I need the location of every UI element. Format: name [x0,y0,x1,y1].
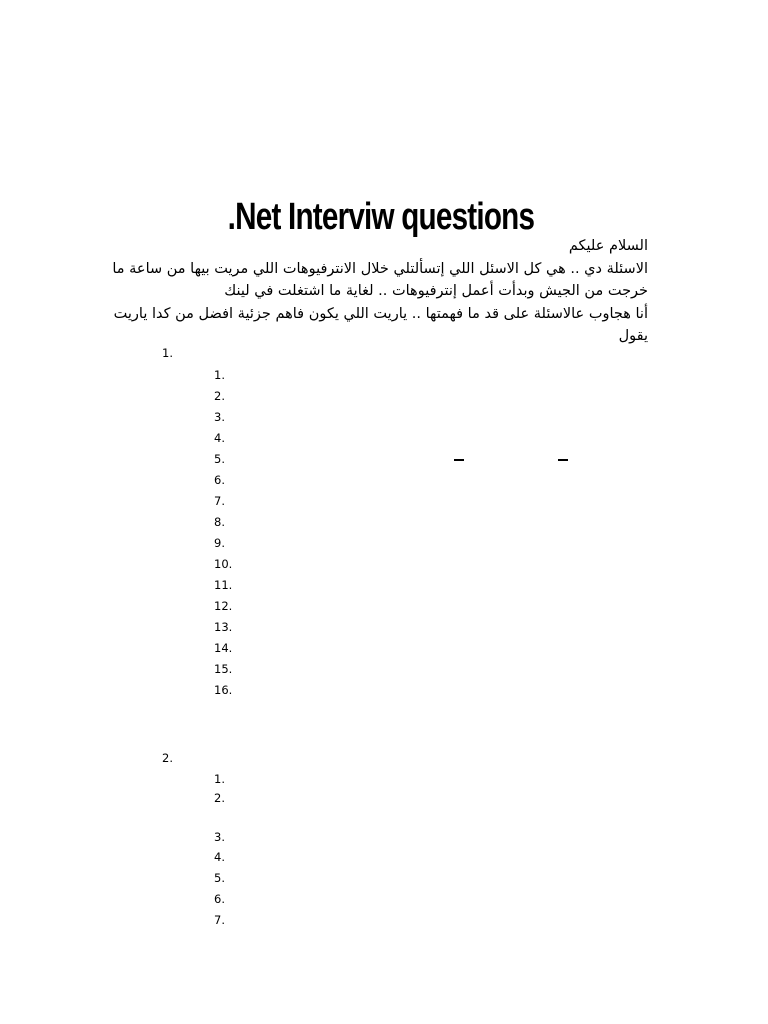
page-title: .Net Interviw questions [227,196,535,238]
intro-line: أنا هجاوب عالاسئلة على قد ما فهمتها .. ياريت اللي يكون فاهم جزئية افضل من كدا ياريت [113,305,648,322]
list-item-number: 6. [214,892,225,906]
intro-line: الاسئلة دي .. هي كل الاسئل اللي إتسألتلي خلال الانترفيوهات اللي مريت بيها من ساعة ما [112,260,648,277]
list-item-number: 5. [214,871,225,885]
list-item-number: 5. [214,452,225,466]
list-item-number: 4. [214,850,225,864]
list-item-number: 6. [214,473,225,487]
list-item-number: 3. [214,410,225,424]
greeting: السلام عليكم [568,238,648,254]
dash-mark [454,459,464,461]
intro-text [88,235,648,348]
list-item-number: 2. [214,791,225,805]
list-item-number: 8. [214,515,225,529]
list-item-number: 7. [214,913,225,927]
list-item-number: 4. [214,431,225,445]
list-item-number: 12. [214,599,233,613]
list-item-number: 10. [214,557,233,571]
list-item-number: 14. [214,641,233,655]
list-item-number: 13. [214,620,233,634]
section-number: 2. [162,751,173,765]
list-item-number: 7. [214,494,225,508]
intro-line: خرجت من الجيش وبدأت أعمل إنترفيوهات .. لغاية ما اشتغلت في لينك [224,283,648,299]
list-item-number: 16. [214,683,233,697]
list-item-number: 1. [214,772,225,786]
list-item-number: 1. [214,368,225,382]
intro-line: يقول [618,328,648,344]
section-number: 1. [162,346,173,360]
list-item-number: 9. [214,536,225,550]
list-item-number: 3. [214,830,225,844]
list-item-number: 2. [214,389,225,403]
list-item-number: 11. [214,578,233,592]
dash-mark [558,459,568,461]
list-item-number: 15. [214,662,233,676]
